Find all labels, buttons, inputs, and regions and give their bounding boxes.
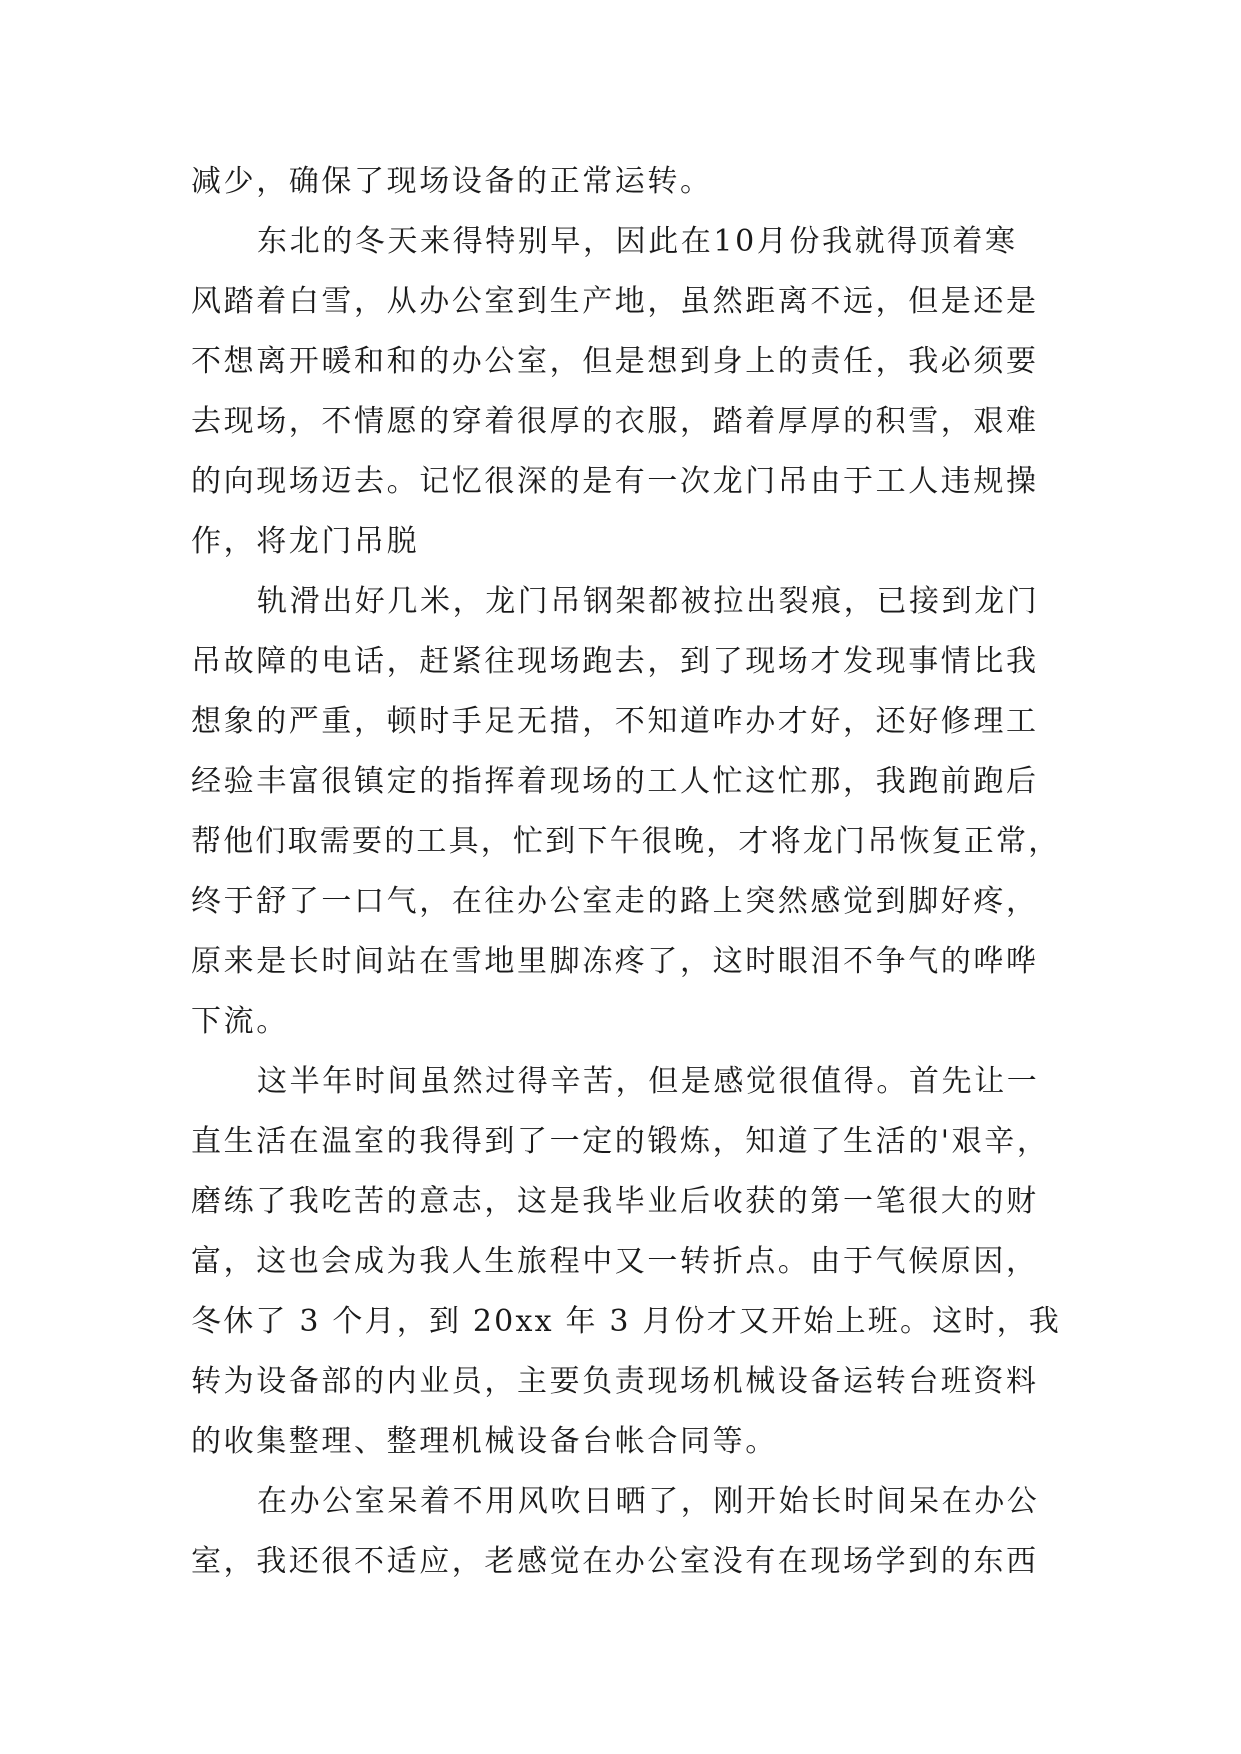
paragraph-first-line: 轨滑出好几米，龙门吊钢架都被拉出裂痕，已接到龙门	[257, 584, 1040, 619]
text-line: 帮他们取需要的工具，忙到下午很晚，才将龙门吊恢复正常，	[191, 824, 1061, 859]
text-line: 减少，确保了现场设备的正常运转。	[191, 164, 713, 199]
text-line: 下流。	[191, 1004, 289, 1039]
text-line: 的向现场迈去。记忆很深的是有一次龙门吊由于工人违规操	[191, 464, 1039, 499]
text-line: 磨练了我吃苦的意志，这是我毕业后收获的第一笔很大的财	[191, 1184, 1039, 1219]
text-line: 去现场，不情愿的穿着很厚的衣服，踏着厚厚的积雪，艰难	[191, 404, 1039, 439]
paragraph-first-line: 东北的冬天来得特别早，因此在10月份我就得顶着寒	[257, 224, 1018, 259]
text-line: 作，将龙门吊脱	[191, 524, 420, 559]
paragraph-first-line: 这半年时间虽然过得辛苦，但是感觉很值得。首先让一	[257, 1064, 1040, 1099]
text-line: 直生活在温室的我得到了一定的锻炼，知道了生活的'艰辛，	[191, 1124, 1050, 1159]
text-line: 想象的严重，顿时手足无措，不知道咋办才好，还好修理工	[191, 704, 1039, 739]
text-line: 吊故障的电话，赶紧往现场跑去，到了现场才发现事情比我	[191, 644, 1039, 679]
text-line: 的收集整理、整理机械设备台帐合同等。	[191, 1424, 778, 1459]
text-line: 原来是长时间站在雪地里脚冻疼了，这时眼泪不争气的哗哗	[191, 944, 1039, 979]
text-line: 终于舒了一口气，在往办公室走的路上突然感觉到脚好疼，	[191, 884, 1039, 919]
paragraph-first-line: 在办公室呆着不用风吹日晒了，刚开始长时间呆在办公	[257, 1484, 1040, 1519]
text-line: 转为设备部的内业员，主要负责现场机械设备运转台班资料	[191, 1364, 1039, 1399]
text-line: 室，我还很不适应，老感觉在办公室没有在现场学到的东西	[191, 1544, 1039, 1579]
text-line: 冬休了 3 个月，到 20xx 年 3 月份才又开始上班。这时，我	[191, 1304, 1062, 1339]
text-line: 经验丰富很镇定的指挥着现场的工人忙这忙那，我跑前跑后	[191, 764, 1039, 799]
text-line: 风踏着白雪，从办公室到生产地，虽然距离不远，但是还是	[191, 284, 1039, 319]
document-body	[191, 152, 1061, 1592]
text-line: 富，这也会成为我人生旅程中又一转折点。由于气候原因，	[191, 1244, 1039, 1279]
text-line: 不想离开暖和和的办公室，但是想到身上的责任，我必须要	[191, 344, 1039, 379]
